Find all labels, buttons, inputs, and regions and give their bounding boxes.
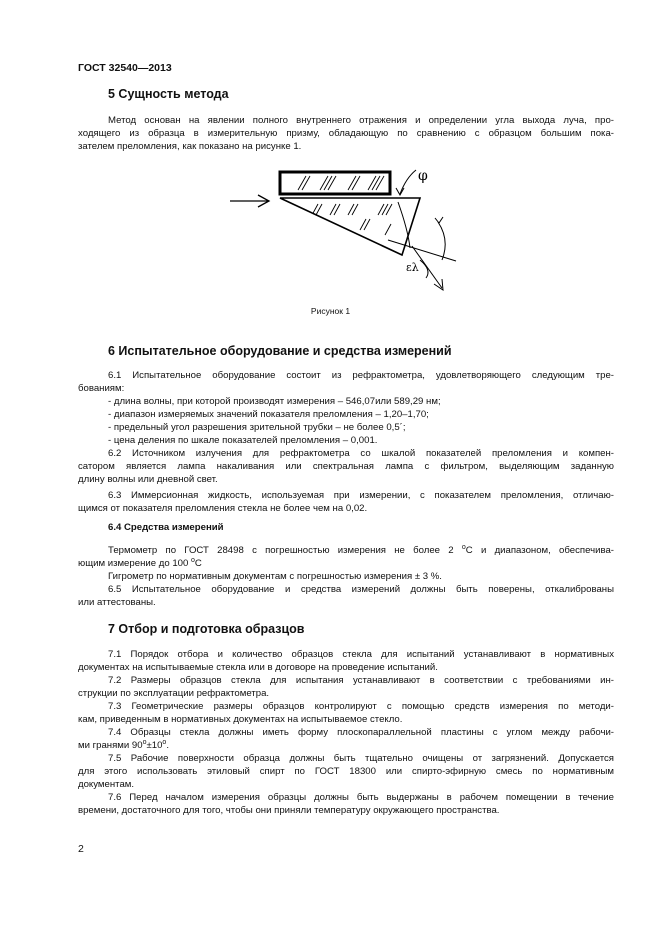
incident-ray-arrow (230, 195, 269, 207)
paragraph-6-4 (78, 544, 614, 609)
paragraph-6-2 (78, 447, 614, 486)
glass-sample (280, 172, 390, 194)
text-line: 7.5 Рабочие поверхности образца должны быть тщательно очищены от загрязнений. Допускается (108, 753, 614, 764)
text-line: щимся от показателя преломления стекла не более чем на 0,02. (78, 503, 368, 514)
text-line: 7.6 Перед началом измерения образцы должны быть выдержаны в рабочем помещении в течение (108, 792, 614, 803)
text-line: длину волны или дневной свет. (78, 474, 218, 485)
text-line: ющим измерение до 100 $^о$С (78, 557, 202, 569)
text-line: 6.2 Источником излучения для рефрактометра со шкалой показателей преломления и компен- (108, 448, 614, 459)
text-line: 7.4 Образцы стекла должны иметь форму плоскопараллельной пластины с углом между рабочи- (108, 727, 614, 738)
text-line: 6.1 Испытательное оборудование состоит из рефрактометра, удовлетворяющего следующим тре- (108, 370, 614, 381)
text-line: документах на испытываемые стекла или в договоре на проведение испытаний. (78, 662, 438, 673)
list-item: - длина волны, при которой производят измерения – 546,07или 589,29 нм; (108, 396, 441, 407)
section-7-title: 7 Отбор и подготовка образцов (108, 622, 305, 636)
text-line: или аттестованы. (78, 597, 156, 608)
section-7-text (78, 648, 614, 817)
text-line: ходящего из образца в измерительную призму, обладающую по сравнению с образцом большим пока- (78, 128, 614, 139)
text-line: документам. (78, 779, 135, 790)
text-line: 7.2 Размеры образцов стекла для испытания устанавливают в соответствии с требованиями ин- (108, 675, 614, 686)
text-line: 6.3 Иммерсионная жидкость, используемая при измерении, с показателем преломления, отличаю- (108, 490, 614, 501)
list-item: - цена деления по шкале показателей преломления – 0,001. (108, 435, 378, 446)
text-line: времени, достаточного для того, чтобы они приняли температуру окружающего пространства. (78, 805, 500, 816)
list-item: - диапазон измеряемых значений показателя преломления – 1,20–1,70; (108, 409, 429, 420)
document-header: ГОСТ 32540—2013 (78, 62, 172, 74)
subsection-6-4-title: 6.4 Средства измерений (108, 522, 224, 533)
text-line: ми гранями $90^о\pm 10^о$. (78, 739, 169, 751)
phi-angle-marker (396, 170, 416, 195)
list-item: - предельный угол разрешения зрительной трубки – не более 0,5´; (108, 422, 406, 433)
text-line: струкции по эксплуатации рефрактометра. (78, 688, 270, 699)
text-line: бованиям: (78, 383, 125, 394)
measuring-prism (280, 198, 420, 255)
section-5-text (78, 114, 614, 153)
section-6-title: 6 Испытательное оборудование и средства измерений (108, 344, 452, 358)
text-line: сатором является лампа накаливания или спектральная лампа с фильтром, выделяющим заданную (78, 461, 614, 472)
text-line: 7.3 Геометрические размеры образцов контролируют с помощью средств измерения по методи- (108, 701, 614, 712)
text-line: Гигрометр по нормативным документам с погрешностью измерения ± 3 %. (108, 571, 442, 582)
text-line: для этого использовать этиловый спирт по ГОСТ 18300 или спирто-эфирную смесь по нормативным (78, 766, 614, 777)
paragraph-6-1 (78, 369, 614, 447)
epsilon-lambda-label: ελ (406, 261, 419, 274)
page-number: 2 (78, 843, 84, 855)
phi-label: φ (418, 168, 428, 184)
text-line: Термометр по ГОСТ 28498 с погрешностью измерения не более 2 $^о$С и диапазоном, обеспечива- (108, 544, 615, 556)
paragraph-6-3 (78, 489, 614, 515)
angle-arcs (420, 217, 445, 278)
figure-caption: Рисунок 1 (310, 306, 351, 316)
text-line: 6.5 Испытательное оборудование и средства измерений должны быть поверены, откалиброваны (108, 584, 614, 595)
text-line: кам, приведенным в нормативных документах на испытываемое стекло. (78, 714, 403, 725)
text-line: Метод основан на явлении полного внутреннего отражения и определении угла выхода луча, про- (108, 115, 614, 126)
text-line: 7.1 Порядок отбора и количество образцов стекла для испытаний устанавливают в нормативных (108, 649, 614, 660)
section-5-title: 5 Сущность метода (108, 87, 229, 101)
refractometer-figure (220, 160, 470, 300)
text-line: зателем преломления, как показано на рисунке 1. (78, 141, 302, 152)
